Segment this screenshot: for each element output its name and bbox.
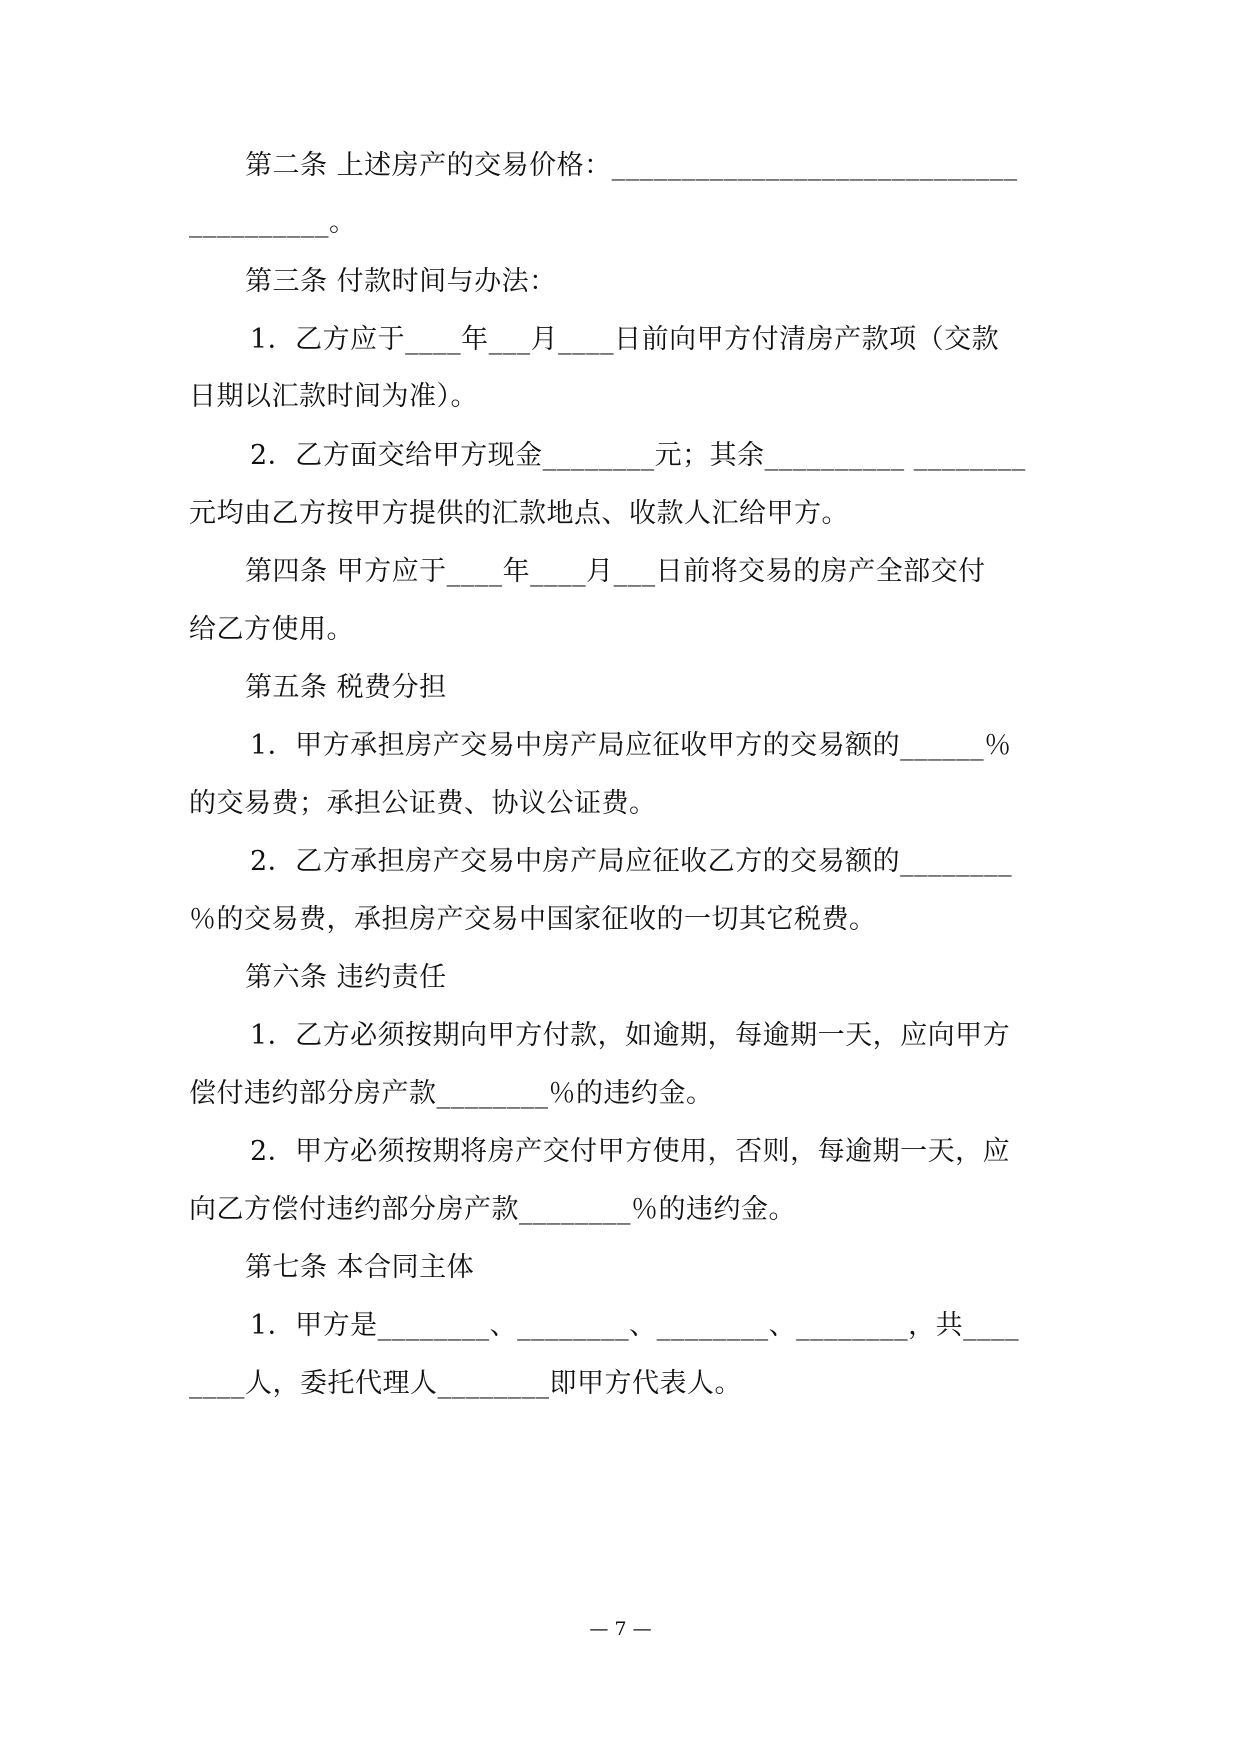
article-5-heading: 第五条 税费分担 bbox=[245, 672, 447, 703]
article-3-item-2-line-1: 2．乙方面交给甲方现金________元；其余__________ ________ bbox=[250, 440, 1026, 471]
article-6-heading: 第六条 违约责任 bbox=[245, 962, 447, 993]
article-3-item-1-line-1: 1．乙方应于____年___月____日前向甲方付清房产款项（交款 bbox=[250, 324, 1000, 355]
article-6-item-2-line-1: 2．甲方必须按期将房产交付甲方使用，否则，每逾期一天，应 bbox=[250, 1136, 1011, 1167]
article-5-item-2-line-1: 2．乙方承担房产交易中房产局应征收乙方的交易额的________ bbox=[250, 846, 1013, 877]
article-6-item-1-line-1: 1．乙方必须按期向甲方付款，如逾期，每逾期一天，应向甲方 bbox=[250, 1020, 1011, 1051]
article-6-item-2-line-2: 向乙方偿付违约部分房产款________％的违约金。 bbox=[189, 1194, 796, 1225]
article-5-item-1-line-1: 1．甲方承担房产交易中房产局应征收甲方的交易额的______％ bbox=[250, 730, 1012, 761]
article-2-line-2: __________。 bbox=[189, 207, 357, 238]
article-5-item-2-line-2: ％的交易费，承担房产交易中国家征收的一切其它税费。 bbox=[189, 904, 877, 935]
article-7-heading: 第七条 本合同主体 bbox=[245, 1252, 475, 1283]
article-7-item-1-line-2: ____人，委托代理人________即甲方代表人。 bbox=[189, 1368, 742, 1399]
page-number: — 7 — bbox=[589, 1618, 652, 1640]
article-6-item-1-line-2: 偿付违约部分房产款________％的违约金。 bbox=[189, 1078, 714, 1109]
article-5-item-1-line-2: 的交易费；承担公证费、协议公证费。 bbox=[189, 788, 657, 819]
article-3-item-2-line-2: 元均由乙方按甲方提供的汇款地点、收款人汇给甲方。 bbox=[189, 498, 849, 529]
article-3-item-1-line-2: 日期以汇款时间为准）。 bbox=[189, 381, 478, 412]
article-2-line-1: 第二条 上述房产的交易价格：_____________________________ bbox=[245, 150, 1018, 181]
article-3-heading: 第三条 付款时间与办法： bbox=[245, 266, 557, 297]
article-4-line-2: 给乙方使用。 bbox=[189, 614, 354, 645]
article-4-line-1: 第四条 甲方应于____年____月___日前将交易的房产全部交付 bbox=[245, 556, 986, 587]
article-7-item-1-line-1: 1．甲方是________、________、________、________，共____ bbox=[250, 1310, 1020, 1341]
